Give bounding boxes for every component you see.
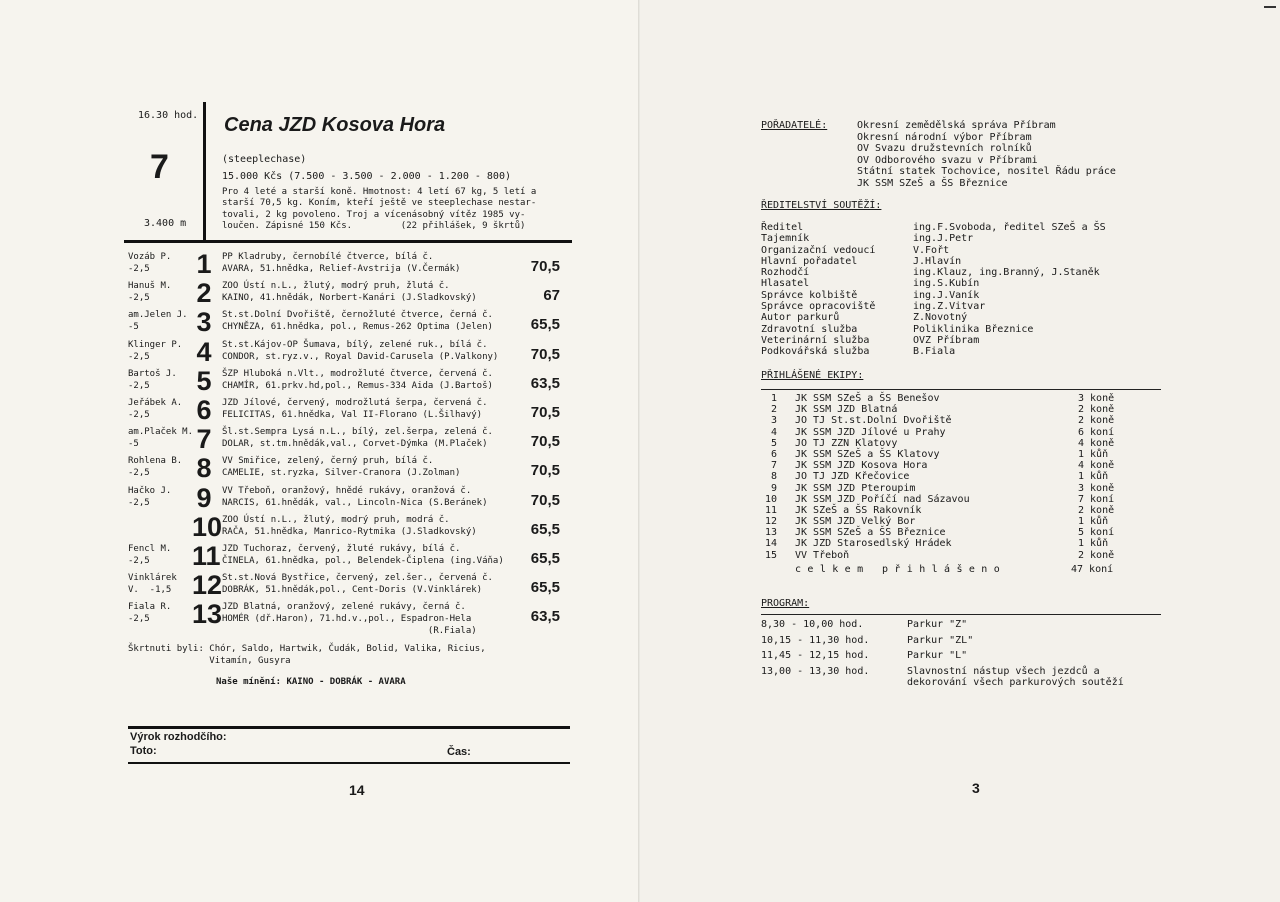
team-name: JK SSM JZD Kosova Hora	[795, 460, 928, 472]
entry-description: VV Smiřice, zelený, černý pruh, bílá č. CAMELIE, st.ryzka, Silver-Cranora (J.Zolman)	[222, 456, 461, 479]
header-divider-horizontal	[124, 240, 572, 243]
program-event: Parkur "Z"	[907, 619, 968, 630]
program-row	[761, 635, 1161, 647]
entry-number: 1	[196, 249, 212, 279]
organizers-heading: POŘADATELÉ:	[761, 120, 828, 131]
entry-rider: am.Jelen J. -5	[128, 310, 188, 333]
entry-number: 13	[192, 599, 223, 630]
entry-rider: Hanuš M. -2,5	[128, 281, 172, 304]
team-name: VV Třeboň	[795, 549, 850, 561]
entry-number: 9	[196, 482, 212, 513]
team-name: JK JZD Starosedlský Hrádek	[795, 538, 952, 550]
program-time: 11,45 - 12,15 hod.	[761, 650, 870, 661]
entry-description: ZOO Ústí n.L., žlutý, modrý pruh, modrá č. RAČA, 51.hnědka, Manrico-Rytmika (J.Sladkovský)	[222, 514, 477, 537]
program-row	[761, 650, 1161, 662]
team-horses: 4 koně	[1078, 437, 1115, 449]
team-horses: 4 koně	[1078, 460, 1115, 472]
team-horses: 2 koně	[1078, 549, 1115, 561]
entry-row	[128, 251, 572, 281]
team-number: 2	[770, 404, 777, 416]
staff-name: ing.J.Petr	[913, 233, 974, 245]
staff-list	[761, 222, 1161, 358]
team-name: JO TJ JZD Křečovice	[795, 471, 910, 483]
team-horses: 6 koní	[1078, 426, 1115, 438]
staff-role: Hlavní pořadatel	[761, 255, 858, 267]
entry-number: 2	[196, 278, 212, 309]
entry-weight: 65,5	[530, 520, 560, 538]
entry-description: ŠZP Hluboká n.Vlt., modrožluté čtverce, červená č. CHAMÍR, 61.prkv.hd,pol., Remus-334 Aida (J.Bartoš)	[222, 368, 493, 391]
team-name: JK SSM SZeŠ a ŠS Klatovy	[795, 448, 940, 460]
staff-row	[761, 245, 1161, 256]
entry-row	[128, 336, 572, 369]
staff-name: V.Fořt	[913, 244, 950, 256]
staff-name: ing.S.Kubín	[913, 278, 980, 290]
team-horses: 1 kůň	[1078, 538, 1109, 550]
entry-number: 5	[196, 365, 212, 396]
staff-heading: ŘEDITELSTVÍ SOUTĚŽÍ:	[761, 200, 882, 211]
entry-row	[128, 426, 572, 456]
race-title: Cena JZD Kosova Hora	[224, 114, 446, 136]
team-row	[761, 550, 1161, 561]
team-horses: 2 koně	[1078, 415, 1115, 427]
team-row	[761, 471, 1161, 482]
entry-weight: 70,5	[530, 258, 560, 275]
staff-name: OVZ Příbram	[913, 334, 980, 346]
race-distance: 3.400 m	[144, 218, 187, 229]
entry-weight: 65,5	[530, 316, 560, 334]
program-list	[761, 614, 1161, 693]
entry-weight: 70,5	[530, 345, 560, 363]
result-divider-bottom	[128, 762, 570, 764]
entry-rider: Vozáb P. -2,5	[128, 252, 172, 274]
team-row	[761, 516, 1161, 527]
team-horses: 2 koně	[1078, 404, 1115, 416]
staff-row	[761, 312, 1161, 323]
staff-row	[761, 290, 1161, 301]
time-label: Čas:	[447, 746, 471, 758]
team-name: JK SSM JZD Blatná	[795, 404, 898, 416]
entry-number: 6	[196, 395, 212, 425]
team-number: 7	[770, 460, 777, 472]
entry-description: VV Třeboň, oranžový, hnědé rukávy, oranžová č. NARCIS, 61.hnědák, val., Lincoln-Nica (S.Beránek)	[222, 485, 488, 508]
team-number: 12	[764, 516, 777, 528]
entry-description: St.st.Nová Bystřice, červený, zel.šer., červená č. DOBRÁK, 51.hnědák,pol., Cent-Doris (V.Vinklárek)	[222, 573, 493, 596]
entry-number: 8	[196, 453, 212, 484]
race-number: 7	[150, 148, 169, 186]
staff-role: Správce opracoviště	[761, 301, 876, 313]
toto-label: Toto:	[130, 745, 157, 757]
team-horses: 2 koně	[1078, 504, 1115, 516]
team-row	[761, 494, 1161, 505]
entry-description: St.st.Dolní Dvořiště, černožluté čtverce, černá č. CHYNĚZA, 61.hnědka, pol., Remus-262 Optima (Jelen)	[222, 310, 493, 333]
team-name: JK SSM JZD Jílové u Prahy	[795, 426, 946, 438]
entry-weight: 63,5	[530, 374, 560, 392]
entry-number: 3	[196, 307, 212, 338]
team-number: 10	[764, 493, 777, 505]
entry-number: 12	[192, 570, 223, 601]
entry-description: JZD Blatná, oranžový, zelené rukávy, černá č. HOMÉR (dř.Haron), 71.hd.v.,pol., Espadron-Hela (R.Fiala)	[222, 602, 477, 637]
team-row	[761, 505, 1161, 516]
entry-description: PP Kladruby, černobílé čtverce, bílá č. AVARA, 51.hnědka, Relief-Avstrija (V.Čermák)	[222, 252, 461, 274]
staff-row	[761, 222, 1161, 233]
team-row	[761, 427, 1161, 438]
page-number-left: 14	[349, 782, 365, 798]
teams-heading: PŘIHLÁŠENÉ EKIPY:	[761, 370, 864, 381]
entry-weight: 70,5	[530, 433, 560, 451]
team-number: 13	[764, 527, 777, 539]
staff-row	[761, 301, 1161, 312]
program-event: Parkur "ZL"	[907, 634, 974, 646]
total-row	[761, 563, 1161, 577]
staff-role: Zdravotní služba	[761, 323, 858, 335]
staff-role: Organizační vedoucí	[761, 244, 876, 256]
entry-number: 10	[192, 511, 223, 542]
entry-rider: Klinger P. -2,5	[128, 339, 183, 362]
team-number: 9	[770, 482, 777, 494]
team-number: 3	[770, 415, 777, 427]
result-divider-top	[128, 726, 570, 729]
entry-rider: Jeřábek A. -2,5	[128, 398, 183, 420]
entry-row	[128, 309, 572, 339]
team-row	[761, 538, 1161, 549]
program-heading: PROGRAM:	[761, 598, 810, 609]
team-number: 5	[770, 437, 777, 449]
staff-name: ing.Klauz, ing.Branný, J.Staněk	[913, 267, 1100, 279]
staff-role: Autor parkurů	[761, 312, 840, 324]
header-divider-vertical	[203, 102, 206, 240]
team-name: JK SZeŠ a ŠS Rakovník	[795, 504, 922, 516]
staff-row	[761, 324, 1161, 335]
staff-role: Správce kolbiště	[761, 289, 858, 301]
staff-name: ing.J.Vaník	[913, 289, 980, 301]
staff-name: B.Fiala	[913, 346, 956, 358]
entry-weight: 70,5	[530, 491, 560, 509]
staff-name: Z.Novotný	[913, 312, 968, 324]
staff-name: Poliklinika Březnice	[913, 323, 1034, 335]
staff-name: J.Hlavín	[913, 255, 962, 267]
entry-number: 4	[196, 336, 212, 367]
team-name: JK SSM JZD Pteroupim	[795, 482, 916, 494]
team-horses: 1 kůň	[1078, 516, 1109, 528]
staff-role: Ředitel	[761, 222, 804, 233]
staff-name: ing.F.Svoboda, ředitel SZeŠ a ŠS	[913, 222, 1106, 233]
team-number: 15	[764, 549, 777, 561]
team-number: 6	[770, 448, 777, 460]
page-number-right: 3	[972, 780, 980, 796]
team-row	[761, 449, 1161, 460]
program-time: 10,15 - 11,30 hod.	[761, 634, 870, 646]
program-row	[761, 666, 1161, 689]
scratched-list: Škrtnuti byli: Chór, Saldo, Hartwik, Čudák, Bolid, Valika, Ricius, Vitamín, Gusyra	[128, 644, 486, 666]
staff-row	[761, 233, 1161, 244]
entry-rider: Hačko J. -2,5	[128, 485, 172, 508]
team-row	[761, 404, 1161, 415]
staff-row	[761, 256, 1161, 267]
program-event: Slavnostní nástup všech jezdců a dekorování všech parkurových soutěží	[907, 665, 1124, 688]
team-name: JK SSM JZD Poříčí nad Sázavou	[795, 493, 970, 505]
entry-number: 7	[196, 424, 212, 455]
total-label: celkem přihlášeno	[795, 563, 1007, 575]
staff-row	[761, 278, 1161, 289]
program-event: Parkur "L"	[907, 650, 968, 661]
team-number: 4	[770, 426, 777, 438]
entry-rider: Bartoš J. -2,5	[128, 368, 177, 391]
entry-number: 11	[192, 541, 221, 571]
team-name: JK SSM SZeŠ a ŠS Březnice	[795, 527, 946, 539]
team-row	[761, 393, 1161, 404]
entry-row	[128, 543, 572, 573]
staff-role: Veterinární služba	[761, 334, 870, 346]
team-row	[761, 415, 1161, 426]
entry-row	[128, 572, 572, 602]
entry-description: St.st.Kájov-OP Šumava, bílý, zelené ruk., bílá č. CONDOR, st.ryz.v., Royal David-Carusela (P.Valkony)	[222, 339, 499, 362]
entry-weight: 65,5	[530, 550, 560, 567]
entry-description: Šl.st.Sempra Lysá n.L., bílý, zel.šerpa, zelená č. DOLAR, st.tm.hnědák,val., Corvet-Dýmka (M.Plaček)	[222, 427, 493, 450]
corner-mark	[1264, 6, 1276, 8]
race-subtitle: (steeplechase)	[222, 154, 307, 165]
program-time: 8,30 - 10,00 hod.	[761, 619, 864, 630]
team-name: JO TJ St.st.Dolní Dvořiště	[795, 415, 952, 427]
team-horses: 1 kůň	[1078, 448, 1109, 460]
team-number: 11	[764, 504, 777, 516]
entry-description: ZOO Ústí n.L., žlutý, modrý pruh, žlutá č. KAINO, 41.hnědák, Norbert-Kanári (J.Sladkovský)	[222, 281, 477, 304]
team-row	[761, 527, 1161, 538]
team-horses: 7 koní	[1078, 493, 1115, 505]
entry-row	[128, 511, 572, 544]
team-name: JK SSM JZD Velký Bor	[795, 516, 916, 528]
team-number: 1	[770, 393, 777, 404]
team-row	[761, 460, 1161, 471]
staff-role: Podkovářská služba	[761, 346, 870, 358]
organizers-list: Okresní zemědělská správa Příbram Okresní národní výbor Příbram OV Svazu družstevních rolníků OV Odborového svazu v Příbrami Státní statek Tochovice, nositel Řádu práce JK SSM SZeŠ a ŠS Březnice	[857, 120, 1116, 189]
result-label: Výrok rozhodčího:	[130, 731, 227, 743]
staff-role: Rozhodčí	[761, 267, 810, 279]
entry-description: JZD Jílové, červený, modrožlutá šerpa, červená č. FELICITAS, 61.hnědka, Val II-Florano (L.Šilhavý)	[222, 398, 488, 420]
race-prize: 15.000 Kčs (7.500 - 3.500 - 2.000 - 1.200 - 800)	[222, 171, 511, 182]
teams-list	[761, 389, 1161, 577]
race-conditions: Pro 4 leté a starší koně. Hmotnost: 4 letí 67 kg, 5 letí a starší 70,5 kg. Koním, kteří ještě ve steeplechase nestar- tovali, 2 kg povoleno. Troj a vícenásobný vítěz 1985 vy- loučen. Zápisné 150 Kčs. (22 přihlášek, 9 škrtů)	[222, 187, 537, 232]
entry-row	[128, 280, 572, 310]
race-time: 16.30 hod.	[138, 110, 199, 121]
entry-row	[128, 455, 572, 485]
entry-weight: 70,5	[530, 404, 560, 421]
entry-row	[128, 599, 572, 637]
team-number: 8	[770, 471, 777, 483]
entry-description: JZD Tuchoraz, červený, žluté rukávy, bílá č. ČINELA, 61.hnědka, pol., Belendek-Čiplena (ing.Váňa)	[222, 544, 504, 566]
staff-row	[761, 267, 1161, 278]
program-time: 13,00 - 13,30 hod.	[761, 665, 870, 677]
entry-weight: 67	[543, 287, 560, 305]
team-name: JK SSM SZeŠ a ŠS Benešov	[795, 393, 940, 404]
entry-weight: 70,5	[530, 462, 560, 480]
team-row	[761, 438, 1161, 449]
team-number: 14	[764, 538, 777, 550]
team-horses: 5 koní	[1078, 527, 1115, 539]
entry-rider: am.Plaček M. -5	[128, 427, 194, 450]
team-name: JO TJ ZZN Klatovy	[795, 437, 898, 449]
staff-row	[761, 346, 1161, 357]
program-row	[761, 619, 1161, 631]
staff-name: ing.Z.Vitvar	[913, 301, 986, 313]
staff-role: Tajemník	[761, 233, 810, 245]
opinion-line: Naše mínění: KAINO - DOBRÁK - AVARA	[216, 677, 406, 687]
entry-row	[128, 365, 572, 398]
team-horses: 3 koně	[1078, 393, 1115, 404]
entry-rider: Fencl M. -2,5	[128, 544, 172, 566]
entry-rider: Vinklárek V. -1,5	[128, 573, 177, 596]
entry-weight: 63,5	[530, 608, 560, 626]
entry-rider: Rohlena B. -2,5	[128, 456, 183, 479]
staff-row	[761, 335, 1161, 346]
total-value: 47 koní	[1071, 563, 1114, 575]
staff-role: Hlasatel	[761, 278, 810, 290]
entry-row	[128, 397, 572, 427]
team-horses: 3 koně	[1078, 482, 1115, 494]
team-row	[761, 483, 1161, 494]
team-horses: 1 kůň	[1078, 471, 1109, 483]
entry-row	[128, 482, 572, 515]
entry-weight: 65,5	[530, 579, 560, 597]
entry-rider: Fiala R. -2,5	[128, 602, 172, 625]
